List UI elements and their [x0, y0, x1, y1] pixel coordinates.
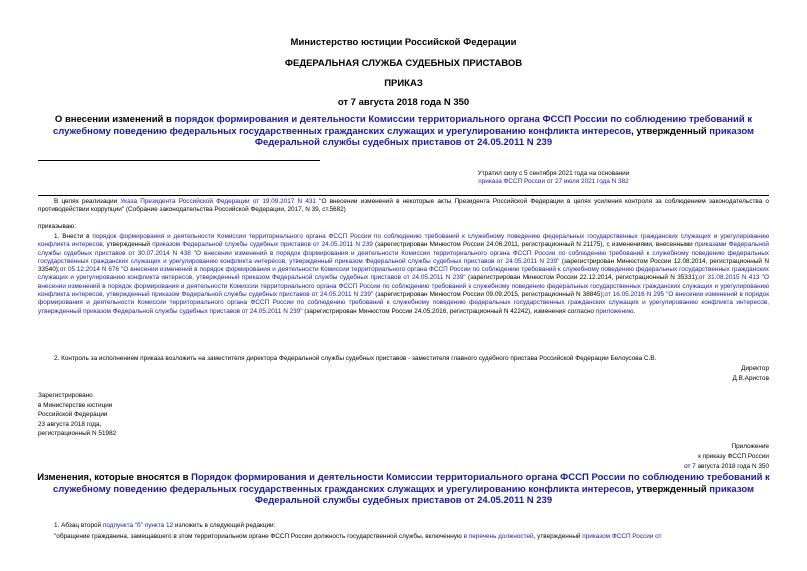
item-1-amendment-link-2014-438[interactable]: приказами Федеральной службы судебных приставов от 30.07.2014 N 438 "О внесении изменений в порядок формирования и деятельности Комиссии территориального органа ФССП России по соблюдению требований к служебному поведению федеральных государственных гражданских служащих и урегулированию конфликта интересов, утвержденный приказом Федеральной службы судебных приставов от 24.05.2011 N 239" — [38, 241, 770, 265]
status-note — [250, 170, 807, 187]
item-1-text-2: , утвержденный — [102, 241, 153, 249]
doc-date-number: от 7 августа 2018 года N 350 — [337, 97, 470, 108]
appendix-line: к приказу ФССП России — [698, 452, 769, 460]
item-1-text-7: (зарегистрирован Минюстом России 24.05.2016, регистрационный N 42242), изменения согласно — [302, 307, 596, 315]
change-1-subclause-link[interactable]: подпункта "б" пункта 12 — [102, 522, 174, 529]
quote-order-link[interactable]: приказом ФССП России от — [582, 533, 662, 540]
change-1-paragraph — [38, 522, 769, 530]
registration-line: в Министерстве юстиции — [38, 401, 113, 409]
order-title — [30, 114, 777, 149]
title-divider — [38, 160, 320, 161]
item-1-amendment-link-2014-676[interactable]: от 05.12.2014 N 676 "О внесении изменений в порядок формирования и деятельности Комиссии территориального органа ФССП России по соблюдению требований к служебному поведению федеральных государственных гражданских служащих и урегулированию конфликта интересов, утвержденный приказом Федеральной службы судебных приставов от 24.05.2011 N 239" — [38, 266, 769, 282]
preamble-text: В целях реализации — [54, 198, 121, 205]
item-1-amendment-link-2015-413[interactable]: от 31.08.2015 N 413 "О внесении изменений в порядок формирования и деятельности Комиссии территориального органа ФССП России по соблюдению требований к служебному поведению федеральных государственных гражданских служащих и урегулированию конфликта интересов, утвержденный приказом Федеральной службы судебных приставов от 24.05.2011 N 239" — [38, 274, 769, 299]
appendix-line: от 7 августа 2018 года N 350 — [684, 462, 769, 470]
quote-positions-list-link[interactable]: в перечень должностей — [463, 533, 534, 540]
order-word: приказываю: — [38, 223, 76, 230]
item-1-appendix-link[interactable]: приложению — [595, 307, 634, 315]
preamble-paragraph — [38, 198, 769, 215]
item-1-procedure-link[interactable]: порядок формирования и деятельности Комиссии территориального органа ФССП России по соблюдению требований к служебному поведению федеральных государственных гражданских служащих и урегулированию конфликта интересов — [38, 233, 769, 249]
item-2-paragraph: 2. Контроль за исполнением приказа возложить на заместителя директора Федеральной службы судебных приставов - заместителя главного судебного пристава Российской Федерации Белоусова С.В. — [54, 355, 657, 362]
changes-title — [30, 472, 777, 507]
registration-block — [38, 391, 338, 439]
quote-paragraph — [38, 533, 769, 541]
signature-position: Директор — [741, 365, 769, 372]
preamble-text-2: "О внесении изменений в некоторые акты Президента Российской Федерации в целях усиления контроля за соблюдением законодательства о противодействии коррупции" (Собрание законодательства Российской Федерации, 2017, N 39, ст.5682) — [38, 198, 769, 214]
item-1-text: 1. Внести в — [54, 233, 93, 240]
appendix-block — [500, 442, 769, 471]
status-repeal-link[interactable]: приказа ФССП России от 27 июля 2021 года N 382 — [478, 178, 629, 186]
order-title-prefix: О внесении изменений в — [54, 114, 175, 125]
order-title-link-order[interactable]: приказом Федеральной службы судебных приставов от 24.05.2011 N 239 — [254, 125, 755, 148]
registration-line: Российской Федерации — [38, 411, 108, 419]
item-1-text-3: (зарегистрирован Минюстом России 24.06.2011, регистрационный N 21175), с изменениями, внесенными — [372, 241, 695, 249]
appendix-line: Приложение — [731, 443, 769, 450]
changes-title-order-link[interactable]: приказом Федеральной службы судебных приставов от 24.05.2011 N 239 — [254, 483, 755, 506]
registration-line: регистрационный N 51982 — [38, 430, 117, 438]
change-1-text-2: изложить в следующей редакции: — [173, 522, 276, 529]
ministry-heading: Министерство юстиции Российской Федерации — [290, 37, 517, 48]
quote-text: "обращение гражданина, замещавшего в этом территориальном органе ФССП России должность государственной службы, включенную — [54, 533, 464, 540]
changes-title-mid: , утвержденный — [631, 483, 710, 495]
item-1-text-6: (зарегистрирован Минюстом России 09.09.2015, регистрационный N 38845); — [373, 291, 605, 299]
item-1-text-4: (зарегистрирован Минюстом России 12.08.2014, регистрационный N 33540); — [38, 257, 769, 274]
order-title-mid: , утвержденный — [631, 125, 710, 137]
item-1-text-8: . — [633, 307, 636, 315]
registration-line: 23 августа 2018 года, — [38, 420, 102, 428]
order-title-link-procedure[interactable]: порядок формирования и деятельности Комиссии территориального органа ФССП России по соблюдению требований к служебному поведению федеральных государственных гражданских служащих и урегулированию конфликта интересов — [52, 114, 753, 137]
changes-title-procedure-link[interactable]: Порядок формирования и деятельности Комиссии территориального органа ФССП России по соблюдению требований к служебному поведению федеральных государственных гражданских служащих и урегулированию конфликта интересов — [52, 472, 770, 495]
item-1-text-5: (зарегистрирован Минюстом России 22.12.2014, регистрационный N 35331); — [465, 274, 699, 282]
item-1-paragraph — [38, 233, 769, 316]
item-1-order-link[interactable]: приказом Федеральной службы судебных приставов от 24.05.2011 N 239 — [152, 241, 373, 249]
service-heading: ФЕДЕРАЛЬНАЯ СЛУЖБА СУДЕБНЫХ ПРИСТАВОВ — [284, 58, 523, 69]
signature-block — [500, 365, 769, 384]
change-1-text: 1. Абзац второй — [54, 522, 103, 529]
changes-title-prefix: Изменения, которые вносятся в — [37, 472, 192, 483]
item-1-amendment-link-2016-295[interactable]: от 16.05.2016 N 295 "О внесении изменений в порядок формирования и деятельности Комиссии территориального органа ФССП России по соблюдению требований к служебному поведению федеральных государственных гражданских служащих и урегулированию конфликта интересов, утвержденный приказом Федеральной службы судебных приставов от 24.05.2011 N 239" — [38, 291, 769, 315]
status-line: Утратил силу с 5 сентября 2021 года на основании — [477, 170, 630, 177]
signature-name: Д.В.Аристов — [732, 375, 769, 383]
registration-line: Зарегистрировано — [38, 392, 93, 399]
quote-text-2: , утвержденный — [533, 533, 583, 540]
body-divider — [38, 195, 769, 196]
preamble-decree-link[interactable]: Указа Президента Российской Федерации от 19.09.2017 N 431 — [120, 198, 316, 205]
doc-type-heading: ПРИКАЗ — [384, 78, 423, 89]
